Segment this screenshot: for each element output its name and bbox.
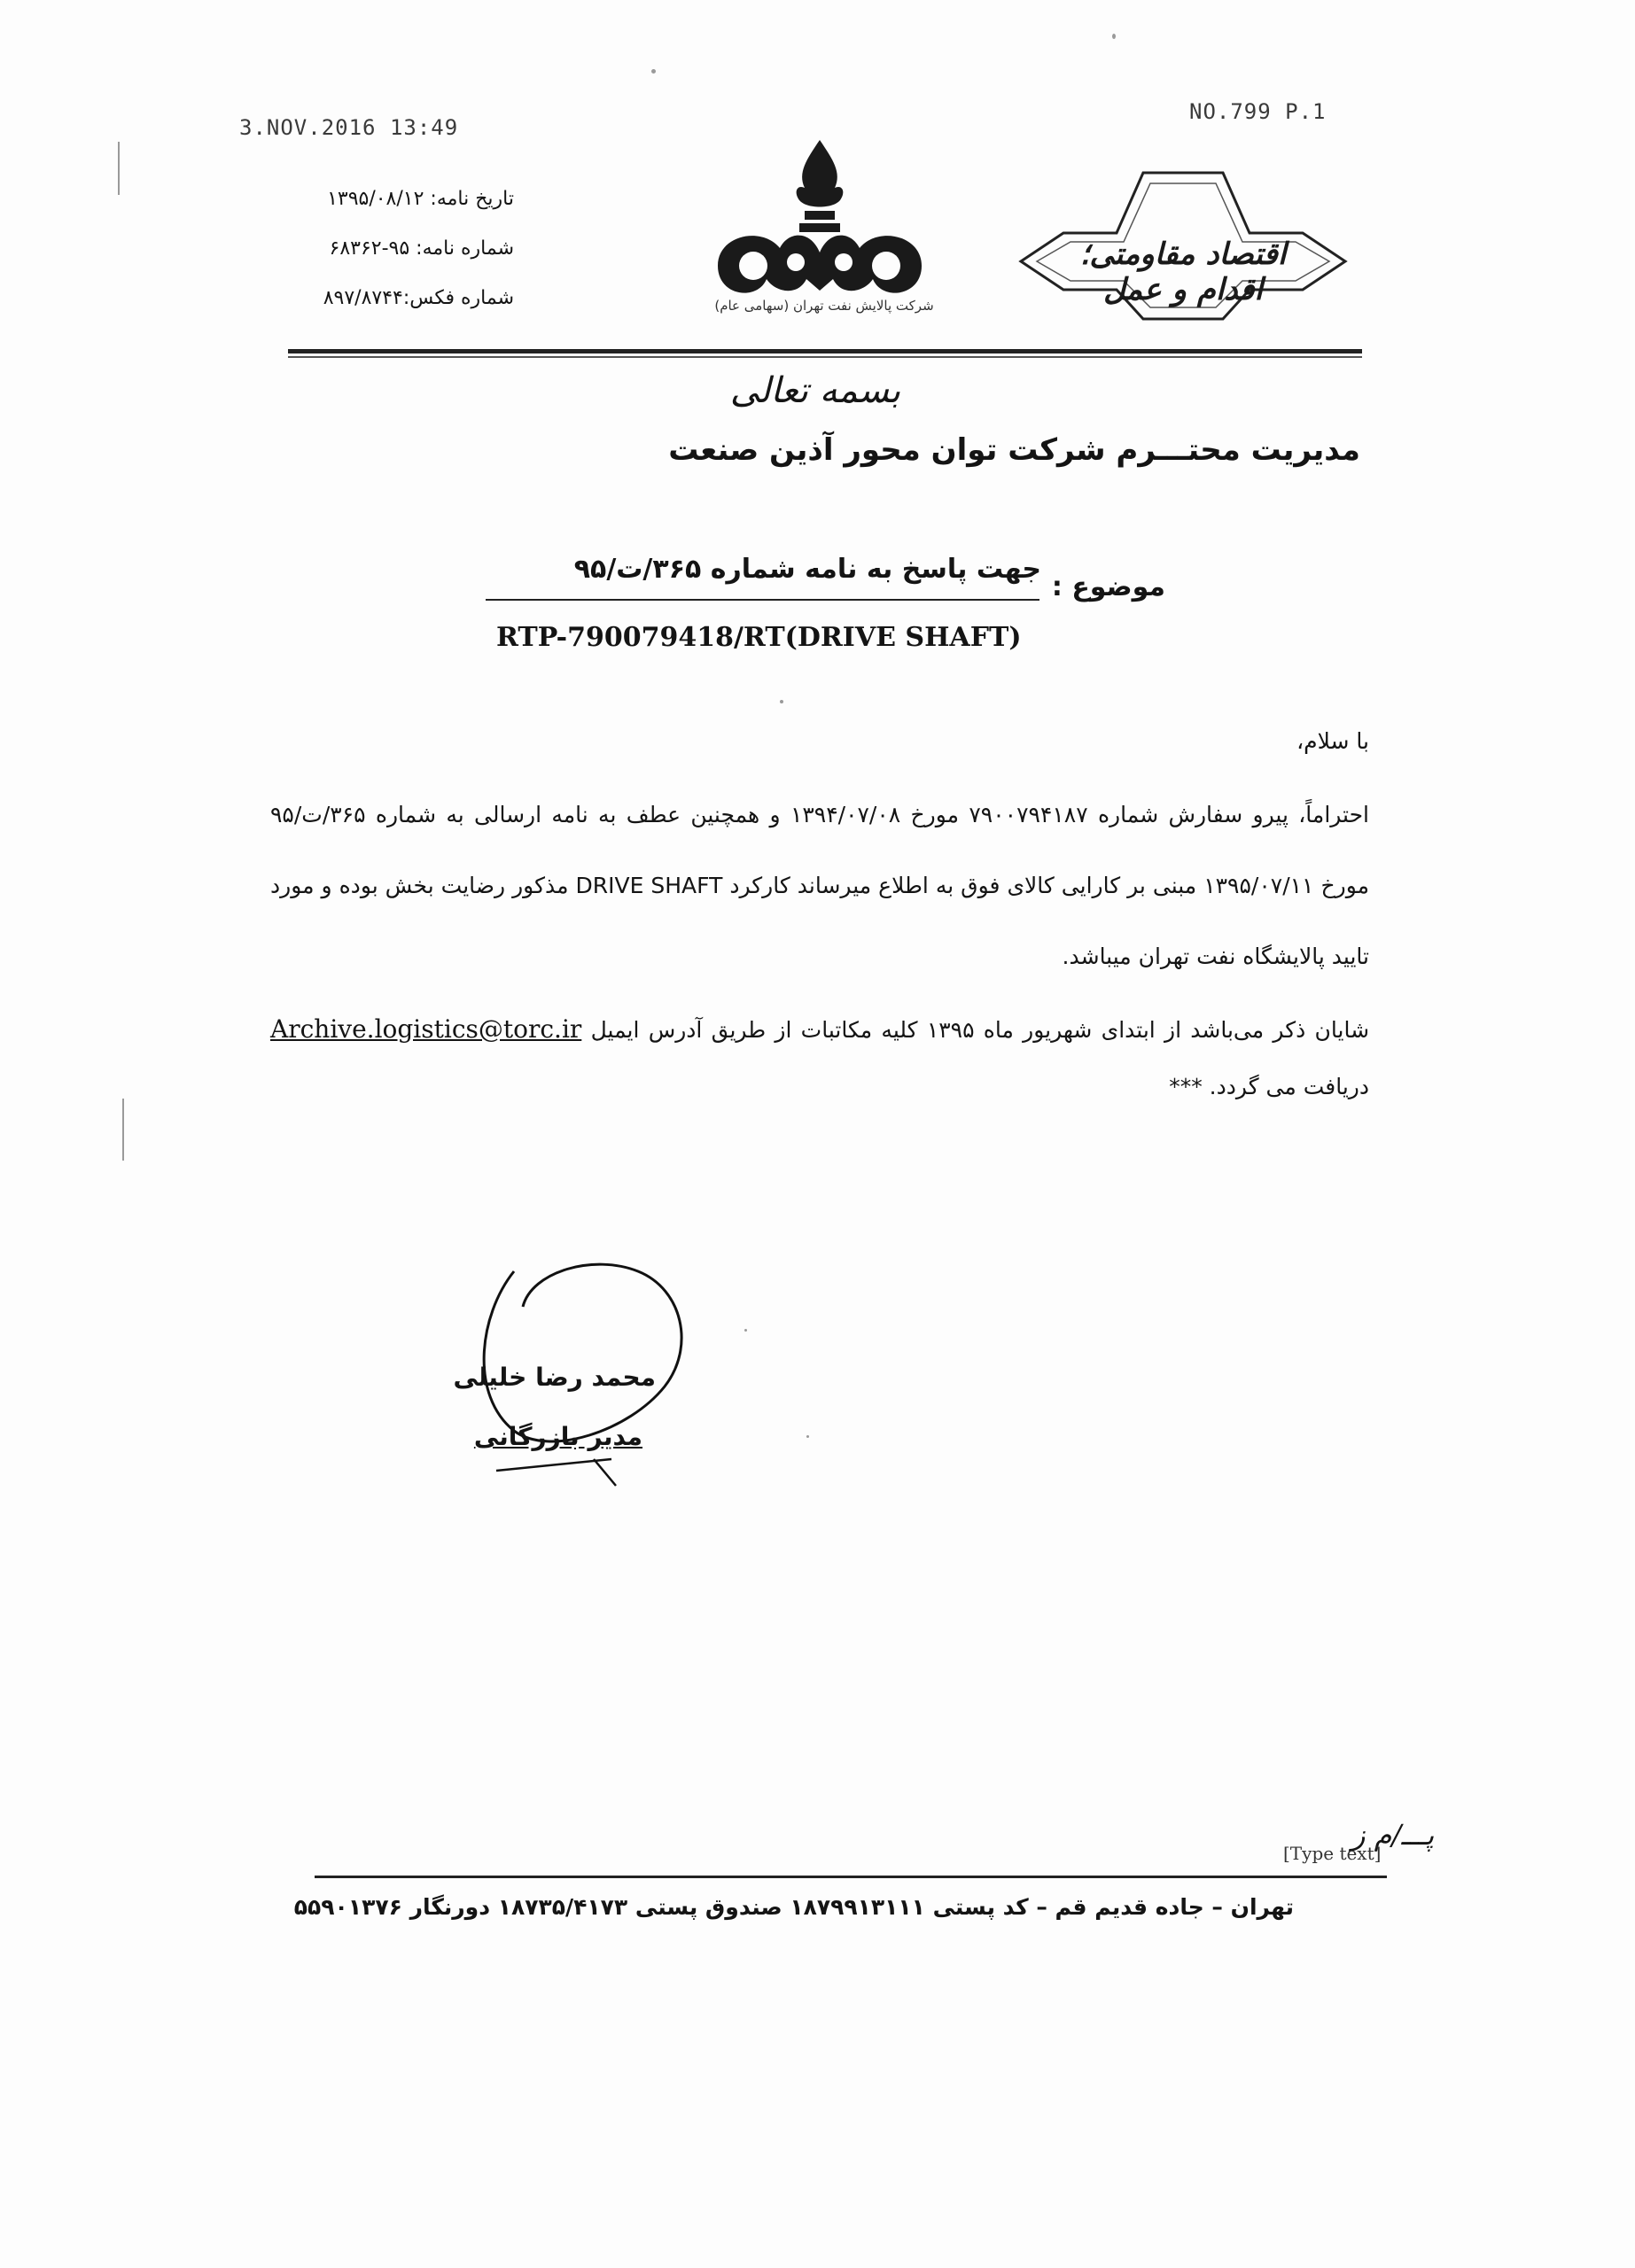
logo-caption: شرکت پالایش نفت تهران (سهامی عام)	[714, 298, 934, 314]
type-text-placeholder: [Type text]	[1283, 1843, 1382, 1864]
basmala-heading: بسمه تعالی	[729, 370, 901, 411]
email-link[interactable]: Archive.logistics@torc.ir	[270, 1014, 582, 1044]
greeting: با سلام،	[1296, 728, 1369, 754]
scan-speck	[806, 1435, 809, 1438]
fax-page-number: NO.799 P.1	[1189, 99, 1327, 124]
footer-address: تهران – جاده قدیم قم – کد پستی ۱۸۷۹۹۱۳۱۱۱ صندوق پستی ۱۸۷۳۵/۴۱۷۳ دورنگار ۵۵۹۰۱۳۷۶	[293, 1894, 1294, 1920]
scan-edge-mark	[118, 142, 120, 195]
header-rule	[288, 349, 1362, 353]
slogan-text: اقتصاد مقاومتی؛ اقدام و عمل	[1079, 237, 1287, 307]
fax-timestamp: 3.NOV.2016 13:49	[239, 115, 459, 140]
subject-label: موضوع :	[1051, 571, 1165, 602]
header-rule-thin	[288, 356, 1362, 358]
scan-speck	[744, 1329, 747, 1332]
paragraph-2-suffix: دریافت می گردد. ***	[1169, 1074, 1369, 1099]
body-paragraph-2	[270, 1001, 1369, 1115]
letter-date: تاریخ نامه: ۱۳۹۵/۰۸/۱۲	[327, 188, 514, 210]
paragraph-2-prefix: شایان ذکر می‌باشد از ابتدای شهریور ماه ۱۳۹۵ کلیه مکاتبات از طریق آدرس ایمیل	[590, 1017, 1370, 1043]
letter-number: شماره نامه: ۹۵-۶۸۳۶۲	[329, 237, 514, 260]
subject-underline	[486, 599, 1039, 601]
scan-speck	[651, 69, 656, 74]
letter-fax-number: شماره فکس:۸۹۷/۸۷۴۴	[323, 287, 514, 309]
footer-rule	[315, 1876, 1387, 1878]
body-paragraph-1: احتراماً، پیرو سفارش شماره ۷۹۰۰۷۹۴۱۸۷ مورخ ۱۳۹۴/۰۷/۰۸ و همچنین عطف به نامه ارسالی به شماره ۳۶۵/ت/۹۵ مورخ ۱۳۹۵/۰۷/۱۱ مبنی بر کارایی کالای فوق به اطلاع میرساند کارکرد DRIVE SHAFT مذکور رضایت بخش بوده و مورد تایید پالایشگاه نفت تهران میباشد.	[270, 802, 1370, 969]
slogan-emblem	[1010, 155, 1356, 332]
signatory-title: مدیر بازرگانی	[473, 1422, 642, 1451]
subject-reference: RTP-790079418/RT(DRIVE SHAFT)	[496, 622, 1022, 653]
recipient-line: مدیریت محتـــرم شرکت توان محور آذین صنعت	[668, 432, 1360, 468]
scan-speck	[1112, 34, 1116, 39]
signatory-name: محمد رضا خلیلی	[453, 1363, 656, 1392]
handwritten-initials: پـــ/م ز	[1351, 1818, 1435, 1852]
subject-text: جهت پاسخ به نامه شماره ۳۶۵/ت/۹۵	[573, 554, 1041, 585]
scan-speck	[780, 700, 783, 703]
scan-edge-mark	[122, 1099, 124, 1161]
